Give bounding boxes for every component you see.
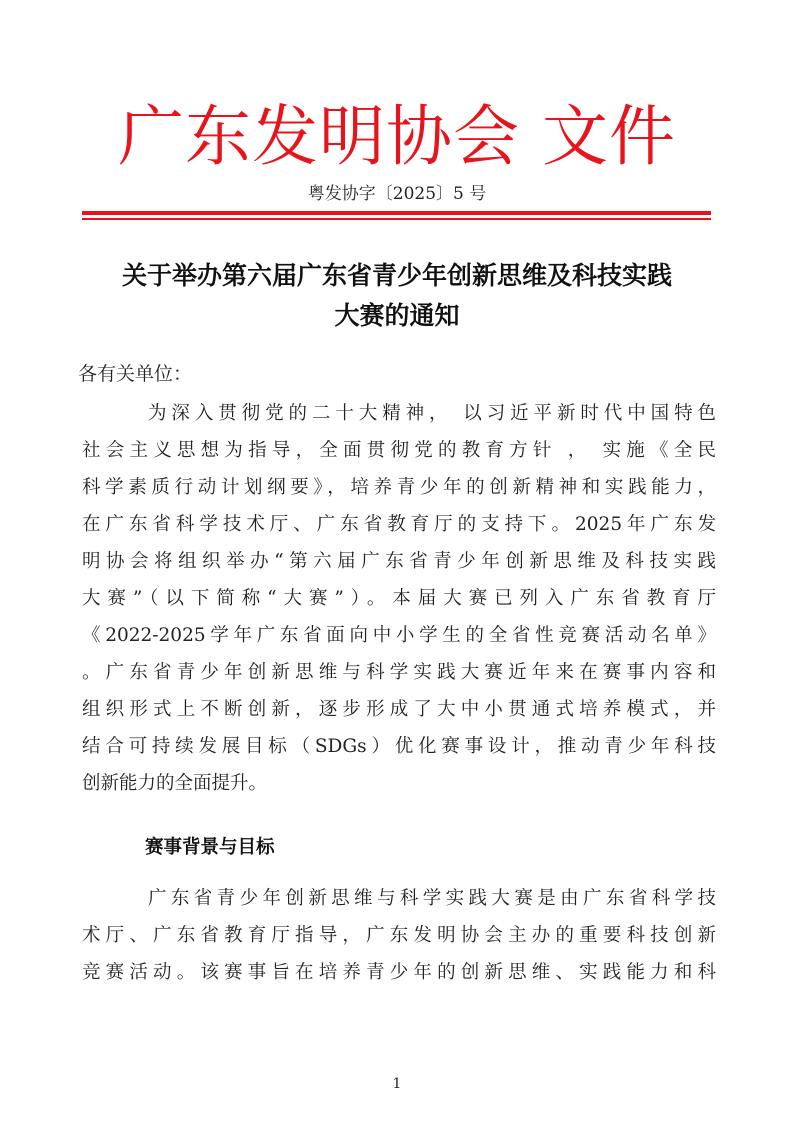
body-paragraph-1 <box>82 395 716 802</box>
paragraph-line: 科学素质行动计划纲要》，培养青少年的创新精神和实践能力， <box>82 477 716 498</box>
paragraph-line: 广东省青少年创新思维与科学实践大赛是由广东省科学技 <box>148 888 716 909</box>
red-separator-thin <box>82 218 711 220</box>
paragraph-line: 为深入贯彻党的二十大精神， 以习近平新时代中国特色 <box>148 403 716 424</box>
paragraph-line: 术厅、广东省教育厅指导，广东发明协会主办的重要科技创新 <box>82 925 716 946</box>
section-heading: 赛事背景与目标 <box>145 837 275 858</box>
paragraph-line: 大赛”（以下简称“大赛”）。本届大赛已列入广东省教育厅 <box>82 588 716 609</box>
paragraph-line: 结合可持续发展目标（SDGs）优化赛事设计，推动青少年科技 <box>82 736 716 757</box>
red-separator-thick <box>82 211 711 215</box>
paragraph-line: 明协会将组织举办“第六届广东省青少年创新思维及科技实践 <box>82 551 716 572</box>
paragraph-line: 创新能力的全面提升。 <box>82 773 268 794</box>
paragraph-line: 组织形式上不断创新，逐步形成了大中小贯通式培养模式，并 <box>82 699 716 720</box>
document-number: 粤发协字〔2025〕5 号 <box>307 184 487 204</box>
notice-title-line-1: 关于举办第六届广东省青少年创新思维及科技实践 <box>121 261 672 290</box>
paragraph-line: 《2022-2025学年广东省面向中小学生的全省性竞赛活动名单》 <box>82 625 716 646</box>
organization-header: 广东发明协会 文件 <box>118 98 676 175</box>
paragraph-line: 。广东省青少年创新思维与科学实践大赛近年来在赛事内容和 <box>82 662 716 683</box>
page-number: 1 <box>392 1076 402 1092</box>
paragraph-line: 在广东省科学技术厅、广东省教育厅的支持下。2025年广东发 <box>82 514 716 535</box>
notice-title-line-2: 大赛的通知 <box>334 301 460 330</box>
paragraph-line: 社会主义思想为指导，全面贯彻党的教育方针 ， 实施《全民 <box>82 440 716 461</box>
body-paragraph-2 <box>82 880 716 991</box>
paragraph-line: 竞赛活动。该赛事旨在培养青少年的创新思维、实践能力和科 <box>82 962 716 983</box>
salutation: 各有关单位： <box>78 363 193 385</box>
notice-title <box>60 256 734 336</box>
